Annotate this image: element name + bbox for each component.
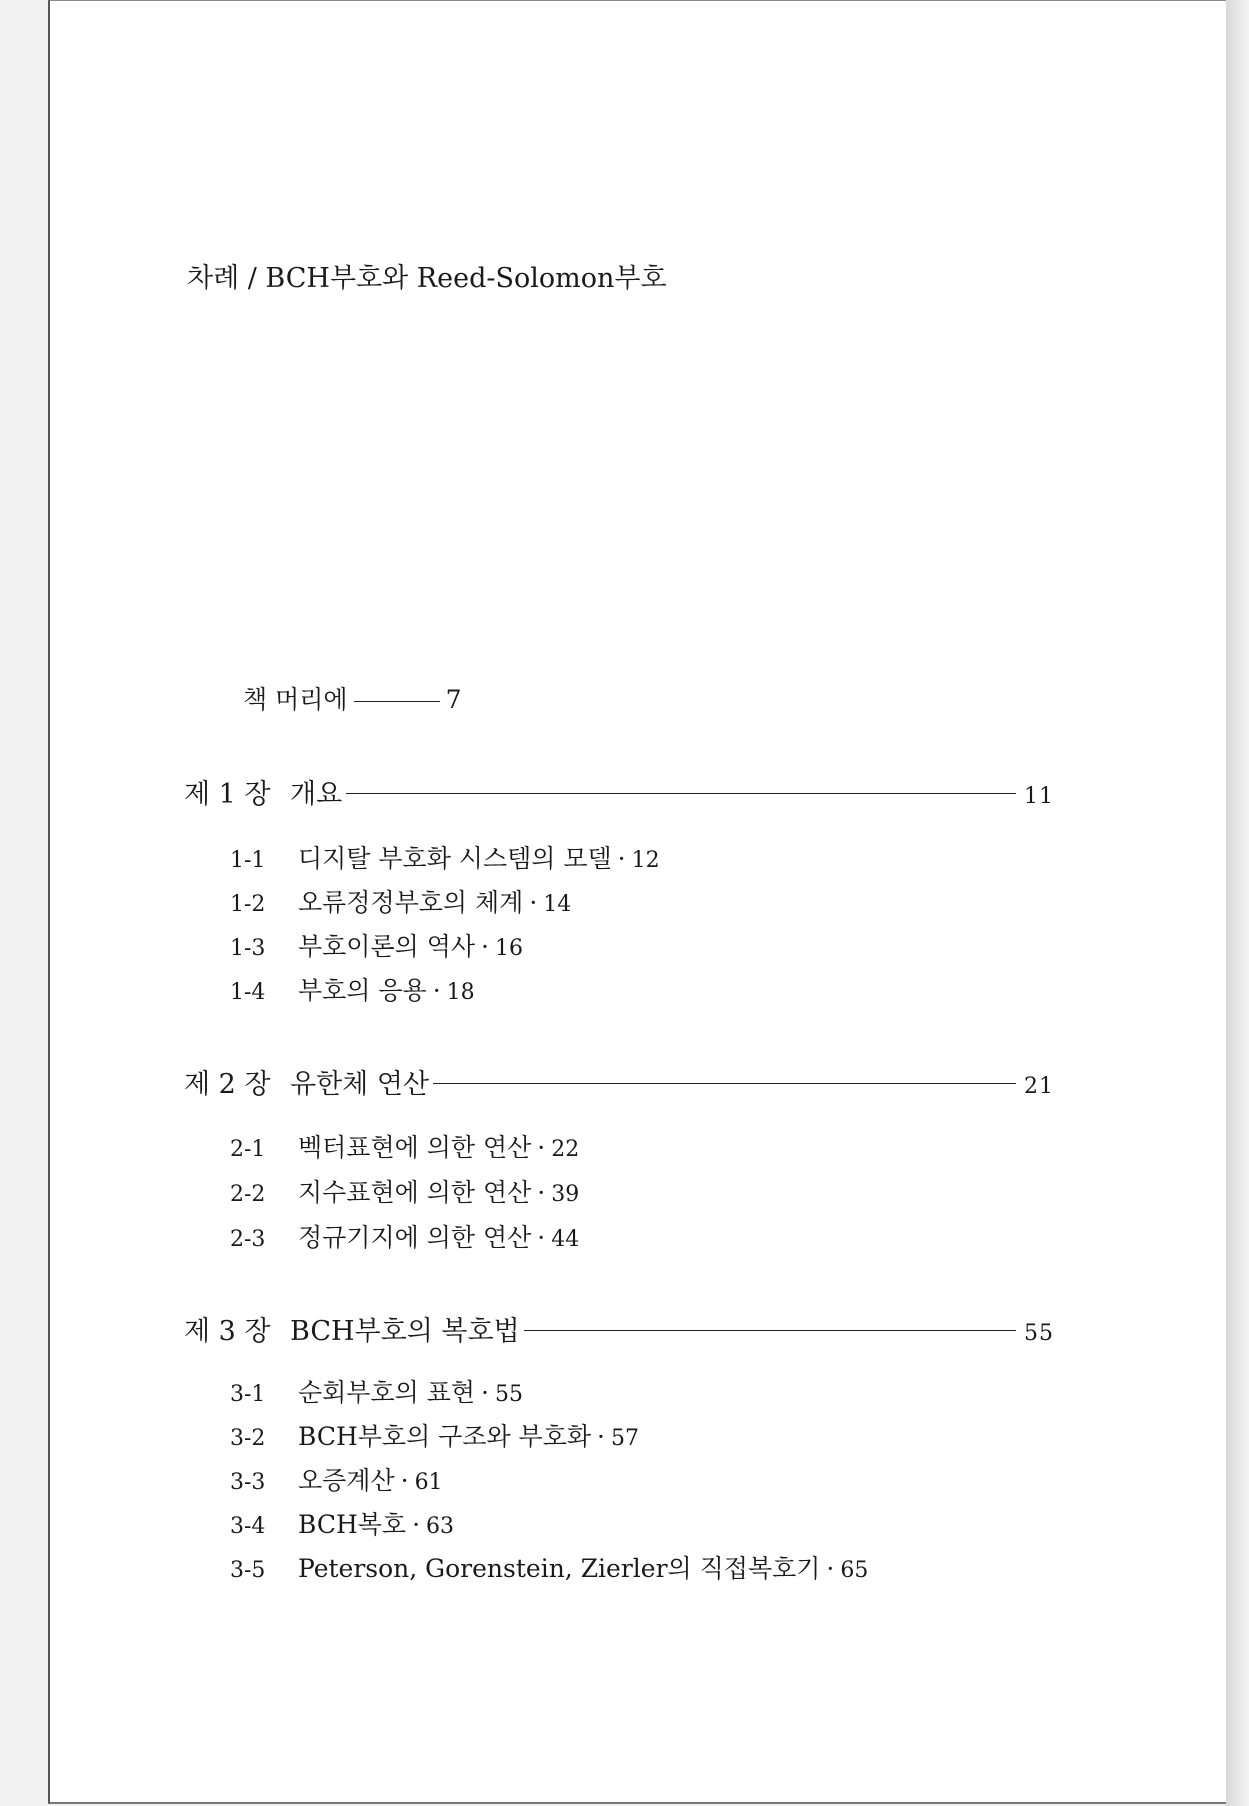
section-separator: · — [529, 888, 538, 917]
toc-section — [230, 839, 660, 875]
chapter-title: 개요 — [290, 779, 343, 810]
page-header: 차례 / BCH부호와 Reed-Solomon부호 — [187, 263, 667, 294]
section-separator: · — [597, 1422, 605, 1451]
section-title: 디지탈 부호화 시스템의 모델 — [298, 844, 612, 873]
section-page: 16 — [494, 936, 523, 961]
preface-leader-rule — [354, 701, 440, 702]
chapter-leader-rule — [433, 1083, 1016, 1084]
section-number: 3-4 — [230, 1514, 266, 1539]
chapter-number: 제 2 장 — [184, 1069, 271, 1100]
section-separator: · — [412, 1510, 421, 1539]
section-separator: · — [617, 844, 626, 873]
toc-section — [230, 1461, 443, 1497]
section-title: 부호의 응용 — [298, 976, 427, 1005]
toc-chapter-3 — [184, 1309, 1054, 1348]
section-number: 3-2 — [230, 1426, 266, 1451]
section-title: 벡터표현에 의한 연산 — [298, 1133, 532, 1162]
section-separator: · — [481, 932, 489, 961]
section-title: 오류정정부호의 체계 — [298, 888, 524, 917]
section-number: 1-4 — [230, 980, 266, 1005]
chapter-page: 21 — [1024, 1074, 1054, 1099]
section-separator: · — [400, 1466, 409, 1495]
toc-section — [230, 927, 523, 963]
toc-chapter-1 — [184, 772, 1054, 811]
chapter-number: 제 1 장 — [184, 779, 271, 810]
chapter-number: 제 3 장 — [184, 1316, 271, 1347]
section-separator: · — [537, 1178, 546, 1207]
section-title: 오증계산 — [298, 1466, 395, 1495]
section-page: 14 — [543, 892, 572, 917]
toc-section — [230, 1417, 639, 1453]
section-title: 부호이론의 역사 — [298, 932, 475, 961]
toc-section — [230, 971, 475, 1007]
page-edge-shadow — [1226, 0, 1249, 1806]
section-page: 61 — [414, 1470, 443, 1495]
section-number: 3-1 — [230, 1382, 266, 1407]
chapter-page: 55 — [1024, 1321, 1054, 1346]
section-number: 3-5 — [230, 1558, 266, 1583]
section-title: 순회부호의 표현 — [298, 1378, 475, 1407]
chapter-title: 유한체 연산 — [290, 1069, 429, 1100]
section-separator: · — [432, 976, 441, 1005]
section-separator: · — [537, 1133, 546, 1162]
toc-section — [230, 1549, 868, 1585]
section-separator: · — [481, 1378, 489, 1407]
toc-section — [230, 1373, 523, 1409]
section-title: Peterson, Gorenstein, Zierler의 직접복호기 — [298, 1554, 821, 1583]
preface-title: 책 머리에 — [243, 685, 348, 714]
section-page: 63 — [426, 1514, 455, 1539]
section-page: 22 — [551, 1137, 580, 1162]
toc-section — [230, 1173, 579, 1209]
toc-preface — [243, 680, 461, 716]
section-page: 44 — [551, 1227, 580, 1252]
section-number: 1-2 — [230, 892, 266, 917]
section-separator: · — [826, 1554, 835, 1583]
section-number: 2-3 — [230, 1227, 266, 1252]
section-number: 1-1 — [230, 848, 266, 873]
section-number: 3-3 — [230, 1470, 266, 1495]
section-number: 2-1 — [230, 1137, 266, 1162]
toc-section — [230, 883, 571, 919]
section-separator: · — [537, 1223, 546, 1252]
chapter-page: 11 — [1024, 784, 1054, 809]
preface-page: 7 — [445, 685, 462, 714]
chapter-title: BCH부호의 복호법 — [290, 1316, 520, 1347]
section-title: BCH복호 — [298, 1510, 407, 1539]
section-title: BCH부호의 구조와 부호화 — [298, 1422, 592, 1451]
section-title: 지수표현에 의한 연산 — [298, 1178, 532, 1207]
section-page: 57 — [610, 1426, 639, 1451]
section-number: 2-2 — [230, 1182, 266, 1207]
chapter-leader-rule — [524, 1330, 1016, 1331]
chapter-leader-rule — [346, 793, 1016, 794]
toc-section — [230, 1128, 579, 1164]
toc-section — [230, 1505, 454, 1541]
section-page: 18 — [446, 980, 475, 1005]
section-page: 39 — [551, 1182, 580, 1207]
section-number: 1-3 — [230, 936, 266, 961]
section-page: 65 — [840, 1558, 869, 1583]
section-page: 55 — [494, 1382, 523, 1407]
section-page: 12 — [631, 848, 660, 873]
section-title: 정규기지에 의한 연산 — [298, 1223, 532, 1252]
toc-section — [230, 1218, 579, 1254]
toc-chapter-2 — [184, 1062, 1054, 1101]
